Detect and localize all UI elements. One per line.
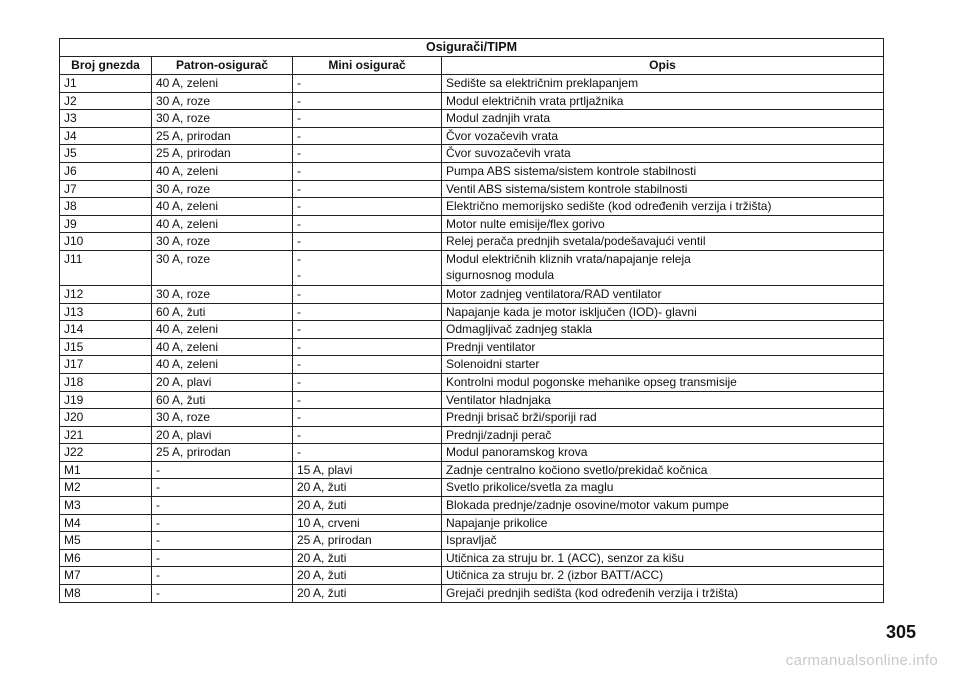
cell-cartridge: 30 A, roze [152, 409, 293, 427]
cell-desc: Ventil ABS sistema/sistem kontrole stabilnosti [442, 180, 884, 198]
cell-cartridge: 25 A, prirodan [152, 444, 293, 462]
cell-cartridge: 20 A, plavi [152, 373, 293, 391]
cell-mini: - [293, 409, 442, 427]
cell-slot: J15 [60, 338, 152, 356]
cell-mini: 25 A, prirodan [293, 532, 442, 550]
header-mini-fuse: Mini osigurač [293, 57, 442, 75]
cell-mini: - [293, 198, 442, 216]
cell-slot: M5 [60, 532, 152, 550]
cell-cartridge: - [152, 567, 293, 585]
cell-mini: - [293, 321, 442, 339]
cell-slot: J9 [60, 215, 152, 233]
cell-cartridge: 40 A, zeleni [152, 198, 293, 216]
cell-cartridge: 60 A, žuti [152, 391, 293, 409]
cell-cartridge: 25 A, prirodan [152, 127, 293, 145]
table-row [60, 215, 884, 233]
table-row [60, 250, 884, 285]
table-header-row [60, 57, 884, 75]
table-title-row [60, 39, 884, 57]
cell-slot: M1 [60, 461, 152, 479]
cell-desc: Motor zadnjeg ventilatora/RAD ventilator [442, 285, 884, 303]
cell-cartridge: 30 A, roze [152, 285, 293, 303]
cell-mini: - [293, 356, 442, 374]
cell-slot: J13 [60, 303, 152, 321]
cell-cartridge: 30 A, roze [152, 92, 293, 110]
cell-slot: J8 [60, 198, 152, 216]
cell-slot: J6 [60, 162, 152, 180]
cell-desc: Ventilator hladnjaka [442, 391, 884, 409]
table-row [60, 338, 884, 356]
cell-cartridge: - [152, 514, 293, 532]
table-row [60, 444, 884, 462]
table-row [60, 409, 884, 427]
cell-desc: Modul električnih vrata prtljažnika [442, 92, 884, 110]
cell-slot: J4 [60, 127, 152, 145]
cell-desc: Pumpa ABS sistema/sistem kontrole stabilnosti [442, 162, 884, 180]
cell-mini: - [293, 215, 442, 233]
cell-slot: J12 [60, 285, 152, 303]
cell-slot: J5 [60, 145, 152, 163]
cell-cartridge: - [152, 461, 293, 479]
table-row [60, 198, 884, 216]
table-row [60, 145, 884, 163]
cell-slot: M6 [60, 549, 152, 567]
cell-cartridge: 25 A, prirodan [152, 145, 293, 163]
table-row [60, 285, 884, 303]
table-row [60, 497, 884, 515]
watermark: carmanualsonline.info [785, 652, 938, 669]
cell-slot: M7 [60, 567, 152, 585]
cell-desc: Blokada prednje/zadnje osovine/motor vakum pumpe [442, 497, 884, 515]
cell-cartridge: 40 A, zeleni [152, 338, 293, 356]
cell-slot: J19 [60, 391, 152, 409]
cell-slot: J22 [60, 444, 152, 462]
cell-mini: 20 A, žuti [293, 567, 442, 585]
cell-mini: - - [293, 250, 442, 285]
cell-desc: Motor nulte emisije/flex gorivo [442, 215, 884, 233]
cell-mini: 20 A, žuti [293, 479, 442, 497]
cell-cartridge: 30 A, roze [152, 233, 293, 251]
table-row [60, 356, 884, 374]
cell-cartridge: 30 A, roze [152, 110, 293, 128]
fuse-table [59, 38, 884, 603]
cell-mini: 20 A, žuti [293, 497, 442, 515]
cell-desc: Odmagljivač zadnjeg stakla [442, 321, 884, 339]
table-row [60, 92, 884, 110]
cell-mini: - [293, 233, 442, 251]
cell-cartridge: - [152, 497, 293, 515]
cell-desc: Svetlo prikolice/svetla za maglu [442, 479, 884, 497]
cell-cartridge: - [152, 549, 293, 567]
cell-mini: - [293, 180, 442, 198]
cell-desc: Modul električnih kliznih vrata/napajanje releja sigurnosnog modula [442, 250, 884, 285]
table-row [60, 585, 884, 603]
cell-cartridge: 40 A, zeleni [152, 356, 293, 374]
header-cartridge-fuse: Patron-osigurač [152, 57, 293, 75]
table-title: Osigurači/TIPM [60, 39, 884, 57]
cell-desc: Prednji brisač brži/sporiji rad [442, 409, 884, 427]
table-row [60, 514, 884, 532]
cell-cartridge: 30 A, roze [152, 250, 293, 285]
cell-slot: J3 [60, 110, 152, 128]
table-row [60, 373, 884, 391]
cell-desc: Čvor vozačevih vrata [442, 127, 884, 145]
cell-cartridge: 40 A, zeleni [152, 75, 293, 93]
table-row [60, 127, 884, 145]
cell-desc: Modul zadnjih vrata [442, 110, 884, 128]
cell-desc: Napajanje kada je motor isključen (IOD)- glavni [442, 303, 884, 321]
cell-mini: - [293, 145, 442, 163]
cell-slot: J7 [60, 180, 152, 198]
cell-mini: 10 A, crveni [293, 514, 442, 532]
cell-slot: J14 [60, 321, 152, 339]
table-row [60, 321, 884, 339]
table-row [60, 532, 884, 550]
cell-slot: M3 [60, 497, 152, 515]
cell-mini: - [293, 75, 442, 93]
cell-mini: - [293, 426, 442, 444]
cell-cartridge: 20 A, plavi [152, 426, 293, 444]
cell-mini: - [293, 162, 442, 180]
cell-slot: J18 [60, 373, 152, 391]
cell-mini: 20 A, žuti [293, 549, 442, 567]
cell-desc: Modul panoramskog krova [442, 444, 884, 462]
table-row [60, 567, 884, 585]
cell-desc: Solenoidni starter [442, 356, 884, 374]
cell-mini: - [293, 391, 442, 409]
table-row [60, 391, 884, 409]
header-slot-number: Broj gnezda [60, 57, 152, 75]
cell-mini: 15 A, plavi [293, 461, 442, 479]
cell-cartridge: 30 A, roze [152, 180, 293, 198]
table-row [60, 303, 884, 321]
cell-mini: - [293, 110, 442, 128]
cell-mini: 20 A, žuti [293, 585, 442, 603]
cell-desc: Kontrolni modul pogonske mehanike opseg transmisije [442, 373, 884, 391]
cell-desc: Utičnica za struju br. 1 (ACC), senzor za kišu [442, 549, 884, 567]
cell-mini: - [293, 127, 442, 145]
cell-slot: J21 [60, 426, 152, 444]
cell-mini: - [293, 444, 442, 462]
table-row [60, 479, 884, 497]
cell-cartridge: 40 A, zeleni [152, 162, 293, 180]
cell-slot: J1 [60, 75, 152, 93]
cell-slot: J10 [60, 233, 152, 251]
page-number: 305 [885, 622, 916, 642]
table-row [60, 75, 884, 93]
cell-cartridge: 60 A, žuti [152, 303, 293, 321]
cell-slot: M4 [60, 514, 152, 532]
table-body [60, 75, 884, 603]
cell-desc: Čvor suvozačevih vrata [442, 145, 884, 163]
cell-mini: - [293, 285, 442, 303]
cell-desc: Relej perača prednjih svetala/podešavajući ventil [442, 233, 884, 251]
cell-desc: Sedište sa električnim preklapanjem [442, 75, 884, 93]
cell-slot: J17 [60, 356, 152, 374]
cell-cartridge: - [152, 479, 293, 497]
header-description: Opis [442, 57, 884, 75]
cell-desc: Utičnica za struju br. 2 (izbor BATT/ACC) [442, 567, 884, 585]
cell-mini: - [293, 92, 442, 110]
cell-slot: J2 [60, 92, 152, 110]
table-row [60, 461, 884, 479]
cell-desc: Napajanje prikolice [442, 514, 884, 532]
table-row [60, 180, 884, 198]
table-row [60, 233, 884, 251]
cell-slot: M8 [60, 585, 152, 603]
cell-desc: Prednji/zadnji perač [442, 426, 884, 444]
cell-mini: - [293, 373, 442, 391]
cell-desc: Zadnje centralno kočiono svetlo/prekidač kočnica [442, 461, 884, 479]
cell-cartridge: 40 A, zeleni [152, 321, 293, 339]
table-row [60, 162, 884, 180]
cell-mini: - [293, 338, 442, 356]
table-row [60, 110, 884, 128]
cell-cartridge: - [152, 585, 293, 603]
cell-cartridge: 40 A, zeleni [152, 215, 293, 233]
cell-desc: Električno memorijsko sedište (kod određenih verzija i tržišta) [442, 198, 884, 216]
table-row [60, 549, 884, 567]
cell-slot: J11 [60, 250, 152, 285]
cell-slot: M2 [60, 479, 152, 497]
cell-desc: Prednji ventilator [442, 338, 884, 356]
cell-desc: Grejači prednjih sedišta (kod određenih verzija i tržišta) [442, 585, 884, 603]
cell-mini: - [293, 303, 442, 321]
cell-desc: Ispravljač [442, 532, 884, 550]
table-row [60, 426, 884, 444]
cell-slot: J20 [60, 409, 152, 427]
cell-cartridge: - [152, 532, 293, 550]
